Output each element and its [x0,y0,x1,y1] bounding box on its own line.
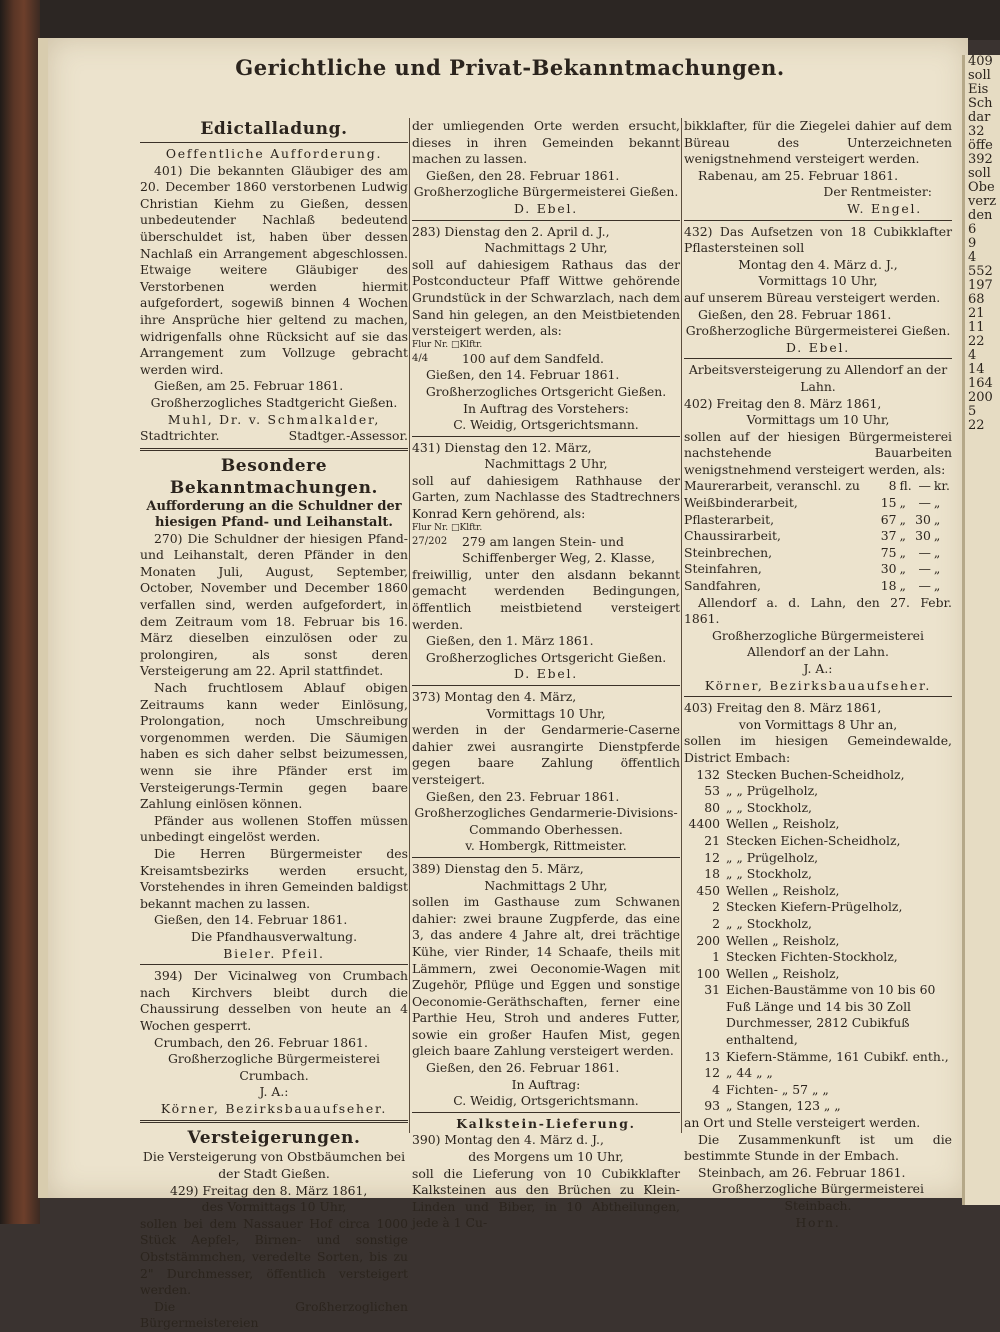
a403-office: Großherzogliche Bürgermeisterei Steinbach. [712,1181,924,1213]
wood-row [684,883,952,900]
work-unit: „ [899,528,906,544]
wood-description: „ Stangen, 123 „ „ [726,1098,841,1114]
adjacent-page-fragment: verz [968,194,997,209]
special-heading: Besondere Bekanntmachungen. [169,455,379,498]
adjacent-page-fragment: 68 [968,292,985,307]
road-ia: J. A.: [259,1084,289,1100]
a431-date: 431) Dienstag den 12. März, [412,439,592,455]
adjacent-page-fragment: 409 [968,55,993,69]
adjacent-page-fragment: 6 [968,222,977,237]
road-signature: Körner, Bezirksbauaufseher. [160,1100,388,1116]
column-2 [412,118,680,1232]
a403-text: sollen im hiesigen Gemeindewalde, District Embach: [684,733,952,765]
work-kr: — [918,495,931,511]
a402-text: sollen auf der hiesigen Bürgermeisterei nachstehende Bauarbeiten wenigstnehmend versteigert werden, als: [684,428,952,477]
a283-time: Nachmittags 2 Uhr, [484,240,608,256]
scan-background [0,0,1000,40]
wood-description: „ „ Stockholz, [726,915,812,931]
adjacent-page-fragment: den [968,208,993,223]
a432-time: Vormittags 10 Uhr, [758,273,878,289]
a431-closing-date: Gießen, den 1. März 1861. [426,633,594,649]
road-office: Großherzogliche Bürgermeisterei Crumbach. [168,1051,380,1083]
adjacent-page-fragment: 22 [968,418,985,433]
edict-court: Großherzogliches Stadtgericht Gießen. [150,394,398,410]
work-kunit: „ [933,578,941,594]
work-kunit: kr. [933,478,950,494]
cont-date: Gießen, den 28. Februar 1861. [426,167,620,183]
auction-heading: Versteigerungen. [187,1128,361,1149]
work-name: Chaussirarbeit, [684,528,781,544]
wood-quantity: 1 [712,949,720,965]
adjacent-page-fragment: öffe [968,138,993,153]
a432-text: 432) Das Aufsetzen von 18 Cubikklafter Pflastersteinen soll [684,223,952,256]
a373-date: 373) Montag den 4. März, [412,689,577,704]
road-text: 394) Der Vicinalweg von Crumbach nach Kirchvers bleibt durch die Chaussirung desselben von heute an 4 Wochen gesperrt. [140,968,408,1033]
edict-role-left: Stadtrichter. [140,428,220,444]
a389-date: 389) Dienstag den 5. März, [412,860,584,876]
wood-quantity: 450 [696,882,720,898]
a373-office: Großherzogliches Gendarmerie-Divisions-Commando Oberhessen. [414,805,678,837]
wood-description: Eichen-Baustämme von 10 bis 60 Fuß Länge und 14 bis 30 Zoll Durchmesser, 2812 Cubikfuß enthaltend, [726,982,936,1048]
a403-text-3: Die Zusammenkunft ist um die bestimmte Stunde in der Embach. [684,1131,952,1164]
wood-row [684,850,952,867]
divider [412,857,680,858]
wood-description: Kiefern-Stämme, 161 Cubikf. enth., [726,1048,949,1064]
a389-closing-date: Gießen, den 26. Februar 1861. [426,1060,620,1076]
adjacent-page-fragment: soll [968,68,991,83]
a402-ia: J. A.: [803,661,833,676]
a431-court: Großherzogliches Ortsgericht Gießen. [425,649,667,665]
fruit-date: 429) Freitag den 8. März 1861, [170,1182,368,1198]
divider [140,964,408,965]
work-row [684,512,952,529]
divider [684,220,952,221]
adjacent-page-fragment: 200 [968,390,993,405]
divider [412,436,680,437]
work-kr: — [918,578,931,594]
divider [412,220,680,221]
work-row [684,545,952,562]
work-kunit: „ [933,511,941,527]
work-fl: 15 [880,495,897,511]
wood-row [684,800,952,817]
work-unit: „ [899,544,906,560]
a403-date: 403) Freitag den 8. März 1861, [684,700,882,716]
wood-quantity: 2 [712,899,720,915]
wood-quantity: 100 [696,965,720,981]
wood-quantity: 12 [704,1065,720,1081]
a283-fraction: 4/4 [412,352,429,364]
fruit-tail: Die Großherzoglichen Bürgermeistereien [140,1298,408,1331]
a432-closing-date: Gießen, den 28. Februar 1861. [698,306,892,322]
a389-text: sollen im Gasthause zum Schwanen dahier: zwei braune Zugpferde, das eine 3, das andere 4 Jahre alt, drei trächtige Kühe, vier Rinder, 14 Schaafe, theils mit Lämmern, zwei Oeconomie-Wagen mit Zugehör, Pflüge und Eggen und sonstige Oeconomie-Geräthschaften, ferner eine Parthie Heu, Stroh und anderes Futter, sowie ein großer Haufen Mist, gegen gleich baare Zahlung versteigert werden. [412,894,680,1059]
cont3-office: Der Rentmeister: [823,184,932,200]
adjacent-page-fragment: Eis [968,82,989,97]
wood-quantity: 21 [704,832,720,848]
pawn-heading: Aufforderung an die Schuldner der hiesigen Pfand- und Leihanstalt. [146,498,402,530]
wood-quantity: 93 [704,1098,720,1114]
wood-row [684,1049,952,1066]
a402-date: 402) Freitag den 8. März 1861, [684,395,882,411]
wood-row [684,833,952,850]
wood-quantity: 31 [704,982,720,998]
a402-closing-date: Allendorf a. d. Lahn, den 27. Febr. 1861. [684,594,952,627]
wood-description: Stecken Eichen-Scheidholz, [726,832,901,848]
pawn-text-3: Pfänder aus wollenen Stoffen müssen unbedingt eingelöst werden. [140,812,408,845]
work-unit: „ [899,578,906,594]
adjacent-page-fragment: 392 [968,152,993,167]
a432-date: Montag den 4. März d. J., [738,256,898,272]
wood-description: Fichten- „ 57 „ „ [726,1081,829,1097]
divider [684,696,952,697]
wood-quantity: 18 [704,866,720,882]
wood-description: „ „ Stockholz, [726,866,812,882]
pawn-signature: Bieler. Pfeil. [223,945,325,961]
edict-subheading: Oeffentliche Aufforderung. [165,146,383,161]
column-divider [409,118,410,1133]
a431-text: soll auf dahiesigem Rathhause der Garten, zum Nachlasse des Stadtrechners Konrad Kern gehörend, als: [412,472,680,522]
adjacent-page-fragment: 9 [968,236,977,251]
a431-time: Nachmittags 2 Uhr, [484,456,608,472]
fruit-time: des Vormittags 10 Uhr, [201,1199,347,1215]
a389-time: Nachmittags 2 Uhr, [484,877,608,893]
a431-fraction: 27/202 [412,535,448,547]
work-row [684,561,952,578]
wood-row [684,767,952,784]
work-row [684,578,952,595]
wood-quantity: 132 [696,766,720,782]
a432-text-2: auf unserem Büreau versteigert werden. [684,289,941,305]
work-unit: fl. [899,478,912,494]
work-unit: „ [899,511,906,527]
work-row [684,495,952,512]
a283-court: Großherzogliches Ortsgericht Gießen. [425,383,667,399]
work-name: Maurerarbeit, veranschl. zu [684,478,860,494]
a373-time: Vormittags 10 Uhr, [486,705,606,721]
pawn-text-2: Nach fruchtlosem Ablauf obigen Zeitraums kann weder Einlösung, Prolongation, noch Umschreibung vorgenommen werden. Die Säumigen haben es sich daher selbst beizumessen, wenn sie ihre Pfänder erst im Versteigerungs-Termin gegen baare Zahlung einlösen können. [140,680,408,812]
wood-quantity: 80 [704,799,720,815]
a373-signature: v. Hombergk, Rittmeister. [465,838,627,854]
road-date: Crumbach, den 26. Februar 1861. [154,1034,368,1050]
wood-quantity: 200 [696,932,720,948]
work-fl: 75 [880,544,897,560]
adjacent-page-fragment: Obe [968,180,995,195]
wood-description: Stecken Kiefern-Prügelholz, [726,899,903,915]
a431-text-2: freiwillig, unter den alsdann bekannt gemacht werdenden Bedingungen, öffentlich meistbietend versteigert werden. [412,566,680,632]
wood-quantity: 12 [704,849,720,865]
a431-table-header: Flur Nr. □Klftr. [412,522,483,533]
wood-quantity: 4 [712,1081,720,1097]
wood-row [684,982,952,1048]
page-title: Gerichtliche und Privat-Bekanntmachungen. [235,55,785,80]
adjacent-page-fragment: 21 [968,306,985,321]
work-kunit: „ [933,544,941,560]
wood-description: „ 44 „ „ [726,1065,773,1081]
fruit-heading: Die Versteigerung von Obstbäumchen bei der Stadt Gießen. [142,1149,406,1182]
edict-signature: Muhl, Dr. v. Schmalkalder, [167,411,381,427]
a432-signature: D. Ebel. [786,339,850,355]
wood-description: Wellen „ Reisholz, [726,882,840,898]
adjacent-page-fragment: 11 [968,320,985,335]
adjacent-page-fragment: 32 [968,124,985,139]
divider [684,358,952,359]
adjacent-page-fragment: 4 [968,250,977,265]
a403-closing-date: Steinbach, am 26. Februar 1861. [698,1164,906,1180]
wood-row [684,1065,952,1082]
cont3-signature: W. Engel. [847,200,922,216]
work-table [684,478,952,594]
wood-row [684,1082,952,1099]
work-unit: „ [899,561,906,577]
adjacent-page-fragment: soll [968,166,991,181]
adjacent-page-fragment: 197 [968,278,993,293]
adjacent-page-fragment: dar [968,110,991,125]
wood-description: Stecken Fichten-Stockholz, [726,949,898,965]
cont3-text: bikklafter, für die Ziegelei dahier auf dem Büreau des Unterzeichneten wenigstnehmend versteigert werden. [684,118,952,167]
column-3 [684,118,952,1231]
wood-row [684,783,952,800]
wood-row [684,933,952,950]
adjacent-page-fragment: 4 [968,348,977,363]
wood-row [684,949,952,966]
adjacent-page-fragment: 5 [968,404,977,419]
wood-quantity: 4400 [688,816,720,832]
wood-description: Wellen „ Reisholz, [726,816,840,832]
work-row [684,528,952,545]
wood-row [684,916,952,933]
wood-row [684,966,952,983]
a283-signature: C. Weidig, Ortsgerichtsmann. [453,417,639,433]
work-name: Pflasterarbeit, [684,511,775,527]
cont-signature: D. Ebel. [514,200,578,216]
a431-item: 279 am langen Stein- und Schiffenberger Weg, 2. Klasse, [462,533,656,566]
wood-description: Stecken Buchen-Scheidholz, [726,766,905,782]
cont-text: der umliegenden Orte werden ersucht, dieses in ihren Gemeinden bekannt machen zu lassen. [412,118,680,167]
fruit-text: sollen bei dem Nassauer Hof circa 1000 Stück Aepfel-, Birnen- und sonstige Obststämmchen, veredelte Sorten, bis zu 2" Durchmesser, öffentlich versteigert werden. [140,1215,408,1298]
a403-signature: Horn. [795,1214,841,1230]
work-fl: 8 [888,478,897,494]
a390-time: des Morgens um 10 Uhr, [468,1149,624,1165]
divider [140,448,408,451]
a390-text: soll die Lieferung von 10 Cubikklafter Kalksteinen aus den Brüchen zu Klein-Linden und Biber, in 10 Abtheilungen, jede à 1 Cu- [412,1165,680,1231]
work-fl: 37 [880,528,897,544]
work-kr: — [918,478,931,494]
lime-heading: Kalkstein-Lieferung. [456,1115,636,1131]
edict-role-right: Stadtger.-Assessor. [288,428,408,444]
a373-text: werden in der Gendarmerie-Caserne dahier zwei ausrangirte Dienstpferde gegen baare Zahlung öffentlich versteigert. [412,722,680,787]
pawn-text: 270) Die Schuldner der hiesigen Pfand- und Leihanstalt, deren Pfänder in den Monaten Juli, August, September, October, November und December 1860 verfallen sind, werden aufgefordert, in dem Zeitraum vom 18. Februar bis 16. März dieselben einzulösen oder zu prolongiren, als sonst deren Versteigerung am 22. April stattfindet. [140,530,408,679]
adjacent-page-fragment: Sch [968,96,993,111]
wood-description: Wellen „ Reisholz, [726,965,840,981]
edict-roles [140,428,408,445]
work-row [684,478,952,495]
wood-table [684,767,952,1115]
wood-row [684,899,952,916]
work-name: Steinfahren, [684,561,762,577]
a373-closing-date: Gießen, den 23. Februar 1861. [426,788,620,804]
adjacent-page-fragment: 552 [968,264,993,279]
a432-office: Großherzogliche Bürgermeisterei Gießen. [685,323,951,339]
a283-ia: In Auftrag des Vorstehers: [463,400,629,416]
book-binding [0,0,40,1224]
wood-description: „ „ Prügelholz, [726,849,819,865]
work-kr: — [918,561,931,577]
work-unit: „ [899,495,906,511]
work-fl: 18 [880,578,897,594]
a283-item: 100 auf dem Sandfeld. [462,350,604,366]
work-name: Sandfahren, [684,578,761,594]
column-divider [681,118,682,1133]
pawn-text-4: Die Herren Bürgermeister des Kreisamtsbezirks werden ersucht, Vorstehendes in ihren Gemeinden baldigst bekannt machen zu lassen. [140,845,408,911]
divider [412,685,680,686]
work-kunit: „ [933,495,941,511]
a389-signature: C. Weidig, Ortsgerichtsmann. [453,1093,639,1109]
cont3-date: Rabenau, am 25. Februar 1861. [698,167,899,183]
divider [140,1120,408,1123]
a283-date: 283) Dienstag den 2. April d. J., [412,223,610,239]
a283-table-header: Flur Nr. □Klftr. [412,339,483,350]
work-kunit: „ [933,528,941,544]
a283-text: soll auf dahiesigem Rathaus das der Postconducteur Pfaff Wittwe gehörende Grundstück in der Schwarzlach, nach dem Sand hin gelegen, an den Meistbietenden versteigert werden, als: [412,256,680,339]
edict-heading: Edictalladung. [200,119,348,139]
wood-description: „ „ Stockholz, [726,799,812,815]
wood-quantity: 13 [704,1048,720,1064]
work-name: Weißbinderarbeit, [684,495,798,511]
a402-time: Vormittags um 10 Uhr, [746,412,890,428]
adjacent-page-edge [962,55,1000,1205]
adjacent-page-fragment: 22 [968,334,985,349]
wood-description: „ „ Prügelholz, [726,783,819,799]
edict-text: 401) Die bekannten Gläubiger des am 20. December 1860 verstorbenen Ludwig Christian Kiehm zu Gießen, dessen unbedeutender Nachlaß bedeutend überschuldet ist, haben über dessen Nachlaß ein Arrangement abgeschlossen. Etwaige weitere Gläubiger des Verstorbenen werden hiermit aufgefordert, sogewiß binnen 4 Wochen ihre Ansprüche hier geltend zu machen, widrigenfalls ohne Rücksicht auf sie das Arrangement zum Vollzuge gebracht werden wird. [140,162,408,377]
wood-row [684,866,952,883]
cont-office: Großherzogliche Bürgermeisterei Gießen. [413,184,679,200]
work-kr: 30 [915,528,931,544]
a403-time: von Vormittags 8 Uhr an, [738,716,898,732]
work-fl: 67 [880,511,897,527]
divider [140,142,408,143]
wood-row [684,1098,952,1115]
column-1 [140,118,408,1332]
adjacent-page-fragment: 164 [968,376,993,391]
pawn-date: Gießen, den 14. Februar 1861. [154,912,348,928]
work-heading: Arbeitsversteigerung zu Allendorf an der Lahn. [688,362,948,394]
a431-signature: D. Ebel. [514,666,578,682]
wood-description: Wellen „ Reisholz, [726,932,840,948]
wood-quantity: 2 [712,915,720,931]
a403-text-2: an Ort und Stelle versteigert werden. [684,1115,921,1131]
a283-item-row [412,351,680,368]
a390-date: 390) Montag den 4. März d. J., [412,1132,604,1148]
a389-ia: In Auftrag: [511,1076,581,1092]
a402-office: Großherzogliche Bürgermeisterei Allendorf an der Lahn. [712,627,924,660]
work-name: Steinbrechen, [684,544,773,560]
a283-closing-date: Gießen, den 14. Februar 1861. [426,367,620,383]
pawn-admin: Die Pfandhausverwaltung. [190,928,358,944]
work-kunit: „ [933,561,941,577]
adjacent-page-fragment: 14 [968,362,985,377]
a402-signature: Körner, Bezirksbauaufseher. [704,677,932,693]
work-kr: 30 [915,511,931,527]
wood-quantity: 53 [704,783,720,799]
work-fl: 30 [880,561,897,577]
a431-item-row [412,534,680,567]
divider [412,1112,680,1113]
work-kr: — [918,544,931,560]
wood-row [684,816,952,833]
edict-date: Gießen, am 25. Februar 1861. [154,378,344,394]
